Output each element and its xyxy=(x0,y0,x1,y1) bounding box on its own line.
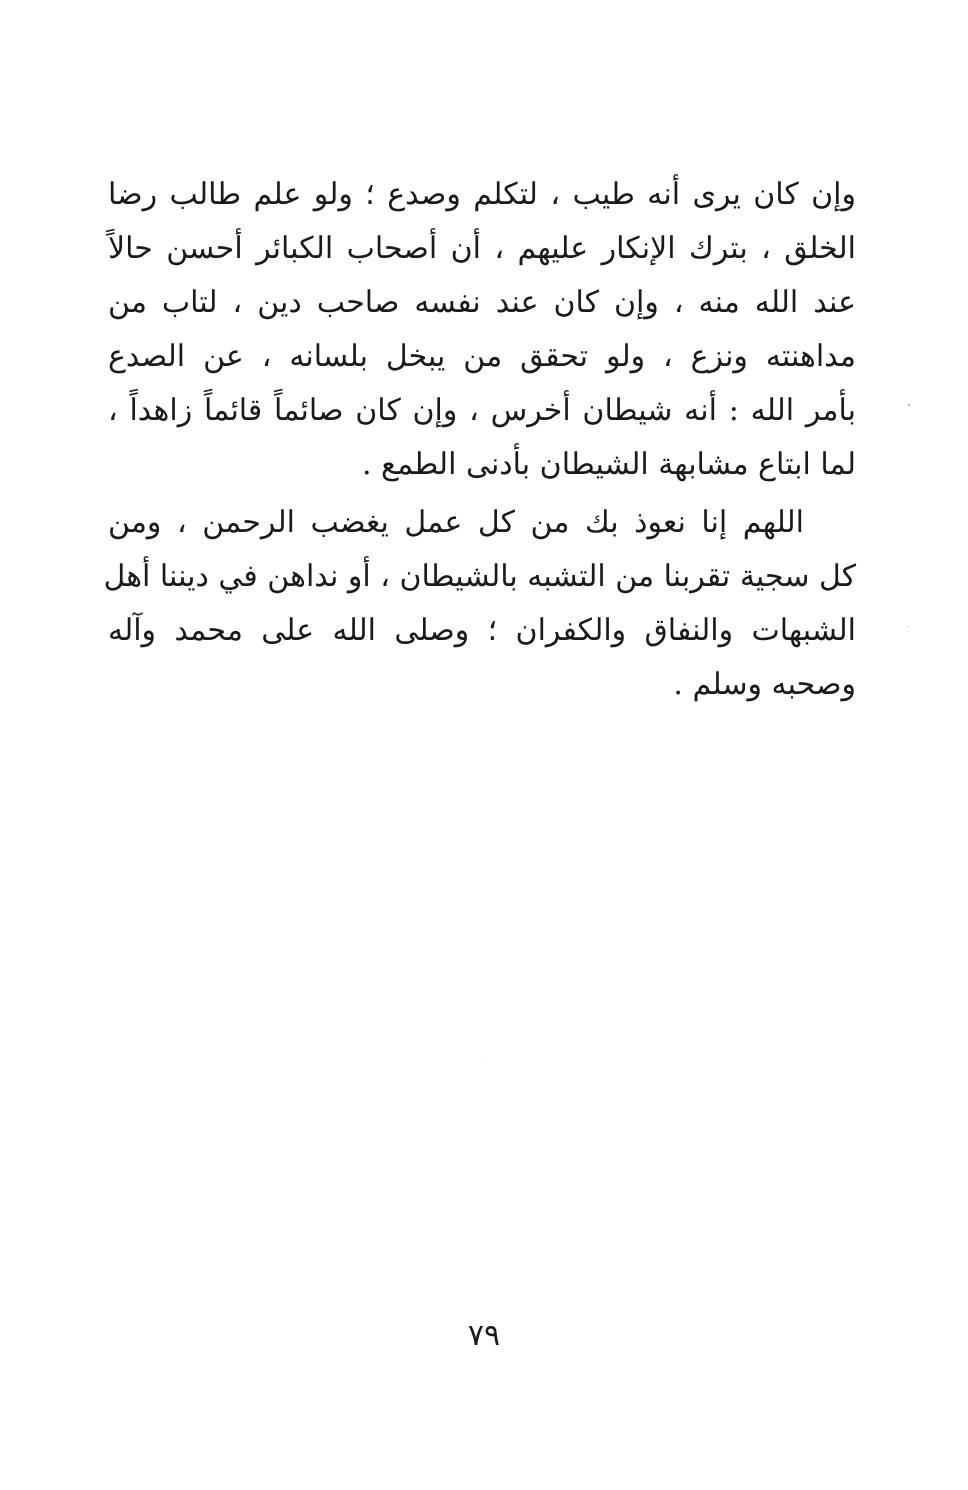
text-line: كل سجية تقربنا من التشبه بالشيطان ، أو نداهن في ديننا أهل xyxy=(103,559,856,594)
text-line: عند الله منه ، وإن كان عند نفسه صاحب دين ، لتاب من xyxy=(108,285,856,320)
text-line: الخلق ، بترك الإنكار عليهم ، أن أصحاب الكبائر أحسن حالاً xyxy=(108,231,856,266)
scan-speck xyxy=(908,404,910,406)
text-line: الشبهات والنفاق والكفران ؛ وصلى الله على محمد وآله xyxy=(108,613,856,648)
text-line: لما ابتاع مشابهة الشيطان بأدنى الطمع . xyxy=(361,447,856,482)
text-line: وصحبه وسلم . xyxy=(673,667,856,702)
scan-speck xyxy=(486,1060,487,1061)
paragraph-2 xyxy=(103,496,856,712)
paragraph-1 xyxy=(108,168,856,492)
text-line: اللهم إنا نعوذ بك من كل عمل يغضب الرحمن ، ومن xyxy=(108,505,804,540)
text-line: مداهنته ونزع ، ولو تحقق من يبخل بلسانه ، عن الصدع xyxy=(108,339,856,374)
page-number: ٧٩ xyxy=(467,1318,501,1353)
text-line: وإن كان يرى أنه طيب ، لتكلم وصدع ؛ ولو علم طالب رضا xyxy=(108,177,856,212)
text-line: بأمر الله : أنه شيطان أخرس ، وإن كان صائماً قائماً زاهداً ، xyxy=(108,393,856,428)
scan-speck xyxy=(908,626,909,627)
